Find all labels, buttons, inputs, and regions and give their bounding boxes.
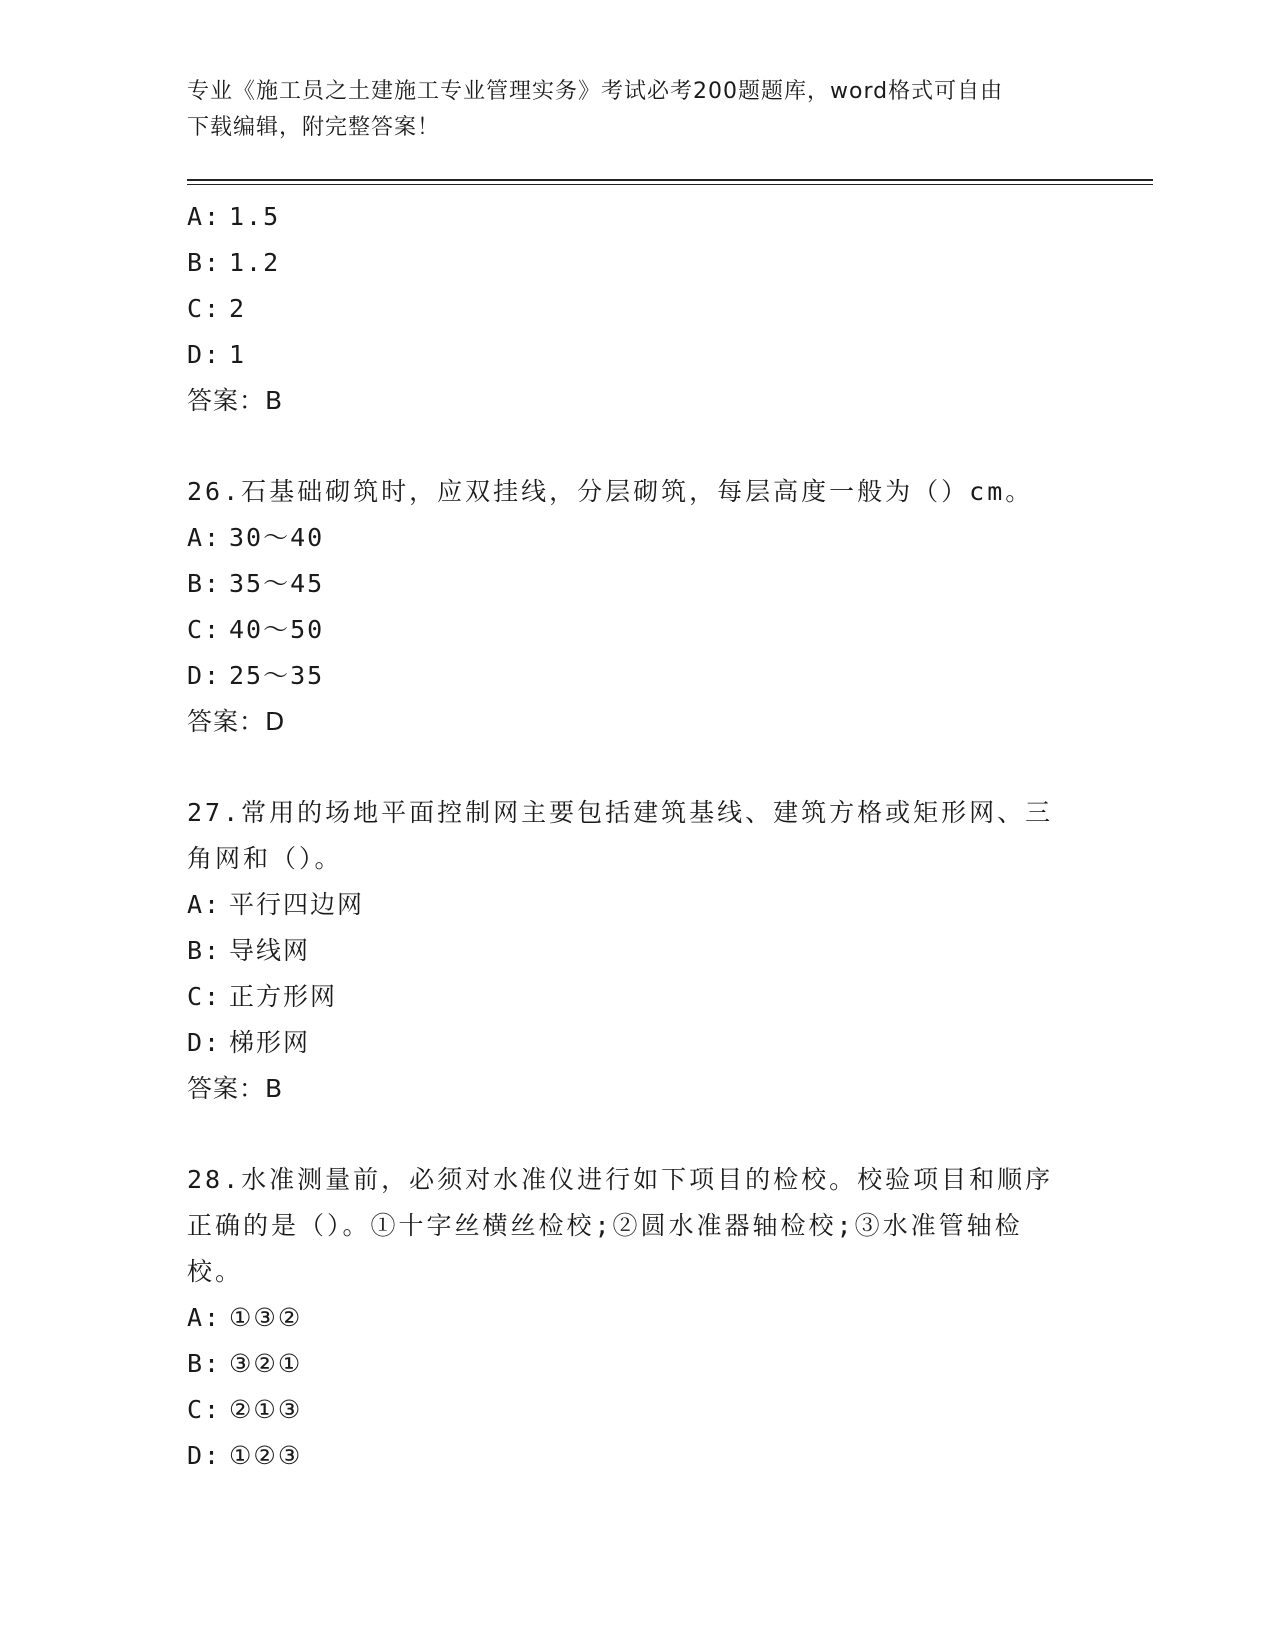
answer: 答案：D	[187, 707, 286, 736]
question-25	[187, 194, 1087, 424]
option-b: B: 35～45	[187, 569, 325, 598]
question-stem: 28.水准测量前，必须对水准仪进行如下项目的检校。校验项目和顺序 正确的是（）。①十字丝横丝检校;②圆水准器轴检校;③水准管轴检 校。	[187, 1165, 1054, 1286]
question-stem: 27.常用的场地平面控制网主要包括建筑基线、建筑方格或矩形网、三 角网和（）。	[187, 798, 1054, 873]
option-c: C: 正方形网	[187, 982, 338, 1011]
answer: 答案：B	[187, 386, 284, 415]
option-a: A: 1.5	[187, 202, 281, 231]
document-header	[187, 74, 1087, 146]
option-d: D: 1	[187, 340, 247, 369]
option-d: D: 25～35	[187, 661, 325, 690]
spacer	[187, 1112, 1087, 1157]
header-rule-thick	[187, 179, 1153, 181]
header-rule-thin	[187, 184, 1153, 185]
option-d: D: ①②③	[187, 1441, 303, 1470]
option-b: B: ③②①	[187, 1349, 303, 1378]
option-d: D: 梯形网	[187, 1028, 311, 1057]
header-line-2: 下载编辑，附完整答案！	[187, 115, 441, 140]
answer: 答案：B	[187, 1074, 284, 1103]
option-c: C: ②①③	[187, 1395, 303, 1424]
option-c: C: 2	[187, 294, 247, 323]
question-28	[187, 1157, 1087, 1479]
option-b: B: 导线网	[187, 936, 311, 965]
question-list	[187, 194, 1087, 1479]
option-a: A: ①③②	[187, 1303, 303, 1332]
question-stem: 26.石基础砌筑时，应双挂线，分层砌筑，每层高度一般为（）cm。	[187, 477, 1034, 506]
option-a: A: 平行四边网	[187, 890, 365, 919]
question-26	[187, 469, 1087, 745]
question-27	[187, 790, 1087, 1112]
option-a: A: 30～40	[187, 523, 325, 552]
spacer	[187, 424, 1087, 469]
option-b: B: 1.2	[187, 248, 281, 277]
option-c: C: 40～50	[187, 615, 325, 644]
spacer	[187, 745, 1087, 790]
header-line-1: 专业《施工员之土建施工专业管理实务》考试必考200题题库，word格式可自由	[187, 79, 1004, 104]
